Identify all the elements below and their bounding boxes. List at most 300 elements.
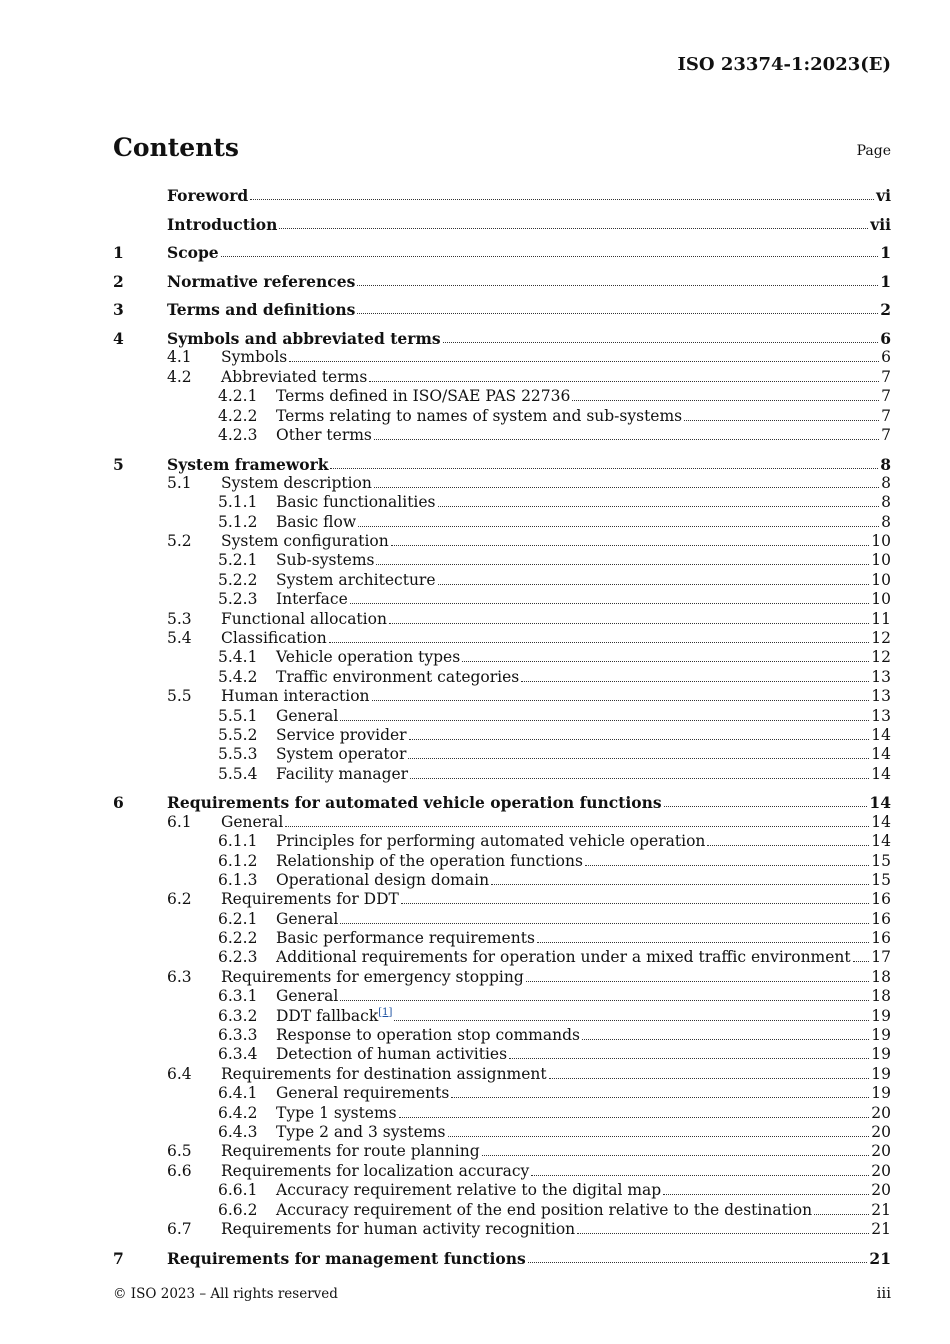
dot-leader <box>289 360 879 362</box>
toc-entry-page: 16 <box>871 929 891 948</box>
toc-entry-page: 13 <box>871 667 891 686</box>
toc-entry-title[interactable] <box>276 407 682 426</box>
toc-entry-title-text: General <box>276 909 339 928</box>
toc-entry-title-text: Other terms <box>276 425 372 444</box>
toc-entry-title[interactable] <box>221 1065 547 1084</box>
toc-entry[interactable] <box>113 234 891 263</box>
toc-entry-page: 6 <box>881 348 891 367</box>
toc-entry[interactable] <box>113 851 891 870</box>
toc-entry-title-text: Requirements for destination assignment <box>221 1064 547 1083</box>
dot-leader <box>572 399 879 401</box>
toc-entry-title-text: Functional allocation <box>221 609 387 628</box>
toc-entry[interactable] <box>113 590 891 609</box>
toc-entry-title[interactable] <box>276 910 338 929</box>
toc-entry[interactable] <box>113 406 891 425</box>
toc-entry-title-text: Response to operation stop commands <box>276 1026 580 1045</box>
toc-entry-page: 7 <box>881 406 891 425</box>
toc-entry-page: 18 <box>871 967 891 986</box>
toc-entry-number: 5.1.2 <box>218 512 258 531</box>
document-id: ISO 23374-1:2023(E) <box>677 54 891 75</box>
toc-entry-title-text: Classification <box>221 629 327 648</box>
dot-leader <box>491 883 869 885</box>
dot-leader <box>391 544 870 546</box>
toc-entry-title-text: System description <box>221 473 372 492</box>
toc-entry-page: vi <box>876 186 891 205</box>
toc-entry-title[interactable] <box>276 1123 446 1142</box>
toc-entry-title[interactable] <box>276 590 348 609</box>
toc-entry[interactable] <box>113 1064 891 1083</box>
toc-entry-page: 10 <box>871 532 891 551</box>
toc-entry-title[interactable] <box>276 1026 580 1045</box>
dot-leader <box>374 438 879 440</box>
toc-entry[interactable] <box>113 1006 891 1025</box>
toc-entry-number: 6.1.3 <box>218 870 258 889</box>
toc-entry-title[interactable] <box>276 852 583 871</box>
dot-leader <box>250 198 874 200</box>
toc-entry-title[interactable] <box>276 832 705 851</box>
toc-entry-title-text: Facility manager <box>276 764 409 783</box>
toc-entry-title[interactable] <box>167 329 441 348</box>
toc-entry-title[interactable] <box>276 1201 812 1220</box>
toc-entry[interactable] <box>113 367 891 386</box>
toc-entry-page: 19 <box>871 1084 891 1103</box>
toc-entry-title[interactable] <box>167 186 248 205</box>
toc-entry-number: 5.4 <box>167 629 192 648</box>
dot-leader <box>577 1232 869 1234</box>
dot-leader <box>443 341 879 343</box>
toc-entry-title-text: Introduction <box>167 214 278 234</box>
toc-entry-title-text: Type 1 systems <box>276 1103 397 1122</box>
toc-entry-title-text: Abbreviated terms <box>221 367 368 386</box>
dot-leader <box>358 525 879 527</box>
toc-entry[interactable] <box>113 185 891 205</box>
toc-entry[interactable] <box>113 1026 891 1045</box>
toc-entry-title[interactable] <box>221 1142 480 1161</box>
dot-leader <box>462 660 869 662</box>
dot-leader <box>399 1116 870 1118</box>
dot-leader <box>285 825 869 827</box>
dot-leader <box>684 419 879 421</box>
toc-entry[interactable] <box>113 784 891 813</box>
toc-entry-page: 7 <box>881 367 891 386</box>
toc-entry-page: 14 <box>869 793 891 813</box>
toc-entry-title-text: General requirements <box>276 1084 450 1103</box>
toc-entry-title-text: System architecture <box>276 570 436 589</box>
toc-entry-number: 5.5.2 <box>218 725 258 744</box>
toc-entry-number: 5.2.2 <box>218 570 258 589</box>
toc-entry-title-text: Additional requirements for operation under a mixed traffic environment <box>276 948 851 967</box>
toc-entry-title[interactable] <box>276 929 535 948</box>
toc-entry-page: 19 <box>871 1064 891 1083</box>
toc-entry[interactable] <box>113 726 891 745</box>
toc-entry[interactable] <box>113 474 891 493</box>
toc-entry[interactable] <box>113 1161 891 1180</box>
toc-entry-title[interactable] <box>221 813 283 832</box>
toc-entry-page: 20 <box>871 1123 891 1141</box>
toc-entry-title[interactable] <box>221 629 327 648</box>
toc-entry-title-text: Basic flow <box>276 512 357 531</box>
dot-leader <box>853 960 870 962</box>
toc-entry-number: 5.5.1 <box>218 706 258 725</box>
dot-leader <box>451 1096 869 1098</box>
toc-entry[interactable] <box>113 667 891 686</box>
toc-entry-number: 6.4.3 <box>218 1123 258 1141</box>
dot-leader <box>330 467 878 469</box>
toc-entry[interactable] <box>113 832 891 851</box>
toc-entry[interactable] <box>113 706 891 725</box>
toc-entry-title[interactable] <box>221 1162 529 1181</box>
toc-entry-title[interactable] <box>221 1220 575 1239</box>
dot-leader <box>340 719 869 721</box>
toc-entry-title-text: Symbols <box>221 348 288 367</box>
toc-entry[interactable] <box>113 764 891 783</box>
toc-entry-number: 5 <box>113 454 124 474</box>
toc-entry-page: 16 <box>871 909 891 928</box>
toc-entry-number: 3 <box>113 300 124 320</box>
toc-entry-title-text: Accuracy requirement of the end position relative to the destination <box>276 1200 813 1219</box>
toc-entry-number: 4 <box>113 328 124 348</box>
toc-entry-title-text: System operator <box>276 745 407 764</box>
dot-leader <box>438 505 880 507</box>
toc-entry-title-text: Terms relating to names of system and sub-systems <box>276 406 683 425</box>
dot-leader <box>340 999 869 1001</box>
toc-entry-number: 4.2.2 <box>218 406 258 425</box>
toc-entry-title-text: Requirements for DDT <box>221 890 399 909</box>
toc-entry-page: 20 <box>871 1181 891 1200</box>
toc-entry-number: 6.6 <box>167 1161 192 1180</box>
toc-entry-page: vii <box>870 214 891 234</box>
toc-entry-title-text: Relationship of the operation functions <box>276 851 583 870</box>
toc-entry[interactable] <box>113 745 891 764</box>
toc-entry-page: 21 <box>871 1200 891 1219</box>
toc-entry-title-text: Vehicle operation types <box>276 648 461 667</box>
toc-entry[interactable] <box>113 1142 891 1161</box>
dot-leader <box>663 1193 869 1195</box>
toc-entry-title-text: Requirements for management functions <box>167 1248 526 1268</box>
toc-entry-number: 5.1.1 <box>218 493 258 512</box>
toc-entry-number: 5.4.2 <box>218 667 258 686</box>
toc-entry[interactable] <box>113 532 891 551</box>
toc-entry-title-text: Human interaction <box>221 687 370 706</box>
dot-leader <box>221 255 879 257</box>
toc-entry-number: 5.2 <box>167 532 192 551</box>
toc-entry-title[interactable] <box>276 745 406 764</box>
dot-leader <box>401 902 869 904</box>
toc-entry-title-text: General <box>276 987 339 1006</box>
dot-leader <box>531 1174 869 1176</box>
toc-entry-title[interactable] <box>221 474 372 493</box>
toc-entry-page: 7 <box>881 425 891 444</box>
toc-entry-title-text: Type 2 and 3 systems <box>276 1123 446 1141</box>
toc-entry-page: 15 <box>871 851 891 870</box>
dot-leader <box>372 699 870 701</box>
toc-entry-page: 10 <box>871 570 891 589</box>
toc-entry-title-text: Normative references <box>167 271 356 291</box>
toc-entry-page: 10 <box>871 590 891 609</box>
toc-entry-title[interactable] <box>276 726 407 745</box>
toc-entry-title-text: Requirements for localization accuracy <box>221 1161 530 1180</box>
dot-leader <box>350 602 870 604</box>
toc-entry-title-text: Basic functionalities <box>276 493 436 512</box>
dot-leader <box>357 312 878 314</box>
toc-entry-page: 8 <box>880 454 891 474</box>
toc-entry-title-text: Requirements for emergency stopping <box>221 967 524 986</box>
toc-entry-number: 6.2.3 <box>218 948 258 967</box>
toc-entry-number: 5.2.1 <box>218 551 258 570</box>
toc-entry-page: 19 <box>871 1026 891 1045</box>
toc-entry-page: 12 <box>871 629 891 648</box>
toc-entry-title[interactable] <box>167 243 219 262</box>
toc-entry-title[interactable] <box>221 532 389 551</box>
toc-entry-title[interactable] <box>276 551 374 570</box>
toc-entry[interactable] <box>113 291 891 320</box>
toc-entry-title[interactable] <box>167 300 355 319</box>
toc-entry-title[interactable] <box>167 215 277 234</box>
dot-leader <box>482 1154 870 1156</box>
toc-entry[interactable] <box>113 629 891 648</box>
toc-entry-title[interactable] <box>221 968 524 987</box>
toc-entry[interactable] <box>113 1181 891 1200</box>
toc-entry-page: 21 <box>871 1219 891 1238</box>
toc-entry-page: 7 <box>881 387 891 406</box>
toc-entry-page: 14 <box>871 745 891 764</box>
toc-entry[interactable] <box>113 348 891 367</box>
toc-entry[interactable] <box>113 812 891 831</box>
toc-entry-page: 18 <box>871 987 891 1006</box>
toc-entry-page: 21 <box>869 1248 891 1268</box>
dot-leader <box>438 583 870 585</box>
toc-entry-page: 20 <box>871 1142 891 1161</box>
dot-leader <box>585 864 869 866</box>
toc-entry-title[interactable] <box>221 687 370 706</box>
toc-entry-title[interactable] <box>167 1249 526 1268</box>
toc-entry[interactable] <box>113 1220 891 1239</box>
toc-entry-title[interactable] <box>276 668 519 687</box>
toc-entry[interactable] <box>113 262 891 291</box>
toc-entry-title-text: Terms defined in ISO/SAE PAS 22736 <box>276 387 571 406</box>
toc-entry-page: 20 <box>871 1161 891 1180</box>
toc-entry-title[interactable] <box>276 493 436 512</box>
toc-entry-number: 6.2 <box>167 890 192 909</box>
toc-entry-title[interactable] <box>276 707 338 726</box>
toc-entry-title-text: Operational design domain <box>276 870 490 889</box>
toc-entry-number: 5.1 <box>167 473 192 492</box>
dot-leader <box>376 563 869 565</box>
toc-entry-title-text: Requirements for human activity recognition <box>221 1219 576 1238</box>
toc-entry-title[interactable] <box>276 1084 449 1103</box>
dot-leader <box>509 1057 869 1059</box>
toc-entry-number: 5.3 <box>167 609 192 628</box>
toc-entry-title[interactable] <box>221 890 399 909</box>
dot-leader <box>448 1135 870 1137</box>
toc-entry[interactable] <box>113 948 891 967</box>
toc-entry-title-text: Service provider <box>276 725 407 744</box>
toc-entry[interactable] <box>113 648 891 667</box>
toc-entry[interactable] <box>113 1200 891 1219</box>
dot-leader <box>664 805 868 807</box>
bibliography-reference-link[interactable]: [1] <box>378 1006 393 1018</box>
page-column-label: Page <box>856 143 891 159</box>
toc-entry-number: 5.5.4 <box>218 764 258 783</box>
dot-leader <box>374 486 879 488</box>
toc-entry-page: 1 <box>880 271 891 291</box>
toc-entry-number: 5.5.3 <box>218 745 258 764</box>
toc-entry-page: 14 <box>871 832 891 851</box>
toc-entry-number: 6.7 <box>167 1219 192 1238</box>
toc-entry-title-text: Traffic environment categories <box>276 667 520 686</box>
toc-entry-page: 16 <box>871 890 891 909</box>
toc-entry-number: 6.6.1 <box>218 1181 258 1200</box>
toc-entry[interactable] <box>113 987 891 1006</box>
toc-entry-page: 8 <box>881 473 891 492</box>
toc-entry[interactable] <box>113 205 891 234</box>
toc-entry-page: 8 <box>881 512 891 531</box>
toc-entry[interactable] <box>113 609 891 628</box>
toc-entry[interactable] <box>113 1239 891 1268</box>
toc-entry-title-text: Requirements for automated vehicle operation functions <box>167 793 662 813</box>
toc-entry-number: 6.4.1 <box>218 1084 258 1103</box>
toc-entry[interactable] <box>113 967 891 986</box>
toc-entry-number: 6.3 <box>167 967 192 986</box>
toc-entry-title[interactable] <box>276 648 460 667</box>
toc-entry[interactable] <box>113 871 891 890</box>
toc-entry-number: 4.1 <box>167 348 192 367</box>
dot-leader <box>582 1038 869 1040</box>
toc-entry[interactable] <box>113 319 891 348</box>
toc-entry-page: 17 <box>871 948 891 967</box>
copyright-notice: © ISO 2023 – All rights reserved <box>113 1286 338 1302</box>
toc-entry-title[interactable] <box>167 793 662 812</box>
toc-entry[interactable] <box>113 445 891 474</box>
toc-entry-title-text: Basic performance requirements <box>276 929 535 948</box>
toc-entry-number: 7 <box>113 1248 124 1268</box>
toc-entry-title-text: Detection of human activities <box>276 1045 508 1064</box>
dot-leader <box>707 844 869 846</box>
toc-entry-page: 19 <box>871 1006 891 1025</box>
toc-entry-title[interactable] <box>167 455 328 474</box>
toc-entry-number: 5.4.1 <box>218 648 258 667</box>
toc-entry-title[interactable] <box>276 1181 661 1200</box>
toc-entry[interactable] <box>113 551 891 570</box>
toc-entry[interactable] <box>113 909 891 928</box>
toc-entry[interactable] <box>113 687 891 706</box>
toc-entry-title[interactable] <box>276 387 570 406</box>
toc-entry-title[interactable] <box>221 348 287 367</box>
toc-entry-number: 5.5 <box>167 687 192 706</box>
page-title: Contents <box>113 133 240 162</box>
dot-leader <box>537 941 869 943</box>
toc-entry-title[interactable] <box>276 426 372 445</box>
toc-entry-title[interactable] <box>276 948 851 967</box>
toc-entry-title-text: Foreword <box>167 186 249 205</box>
toc-entry-title-text: General <box>276 706 339 725</box>
toc-entry-page: 1 <box>880 243 891 263</box>
toc-entry-number: 6.1.1 <box>218 832 258 851</box>
toc-entry-title[interactable] <box>221 610 387 629</box>
toc-entry-title-text: Sub-systems <box>276 551 375 570</box>
toc-entry-title-text: System configuration <box>221 532 389 551</box>
toc-entry-title-text: Terms and definitions <box>167 300 356 320</box>
toc-entry-page: 6 <box>880 328 891 348</box>
toc-entry-page: 20 <box>871 1103 891 1122</box>
toc-entry-number: 2 <box>113 271 124 291</box>
dot-leader <box>279 227 868 229</box>
toc-entry[interactable] <box>113 1123 891 1142</box>
toc-entry-page: 10 <box>871 551 891 570</box>
toc-entry-title-text: General <box>221 812 284 831</box>
toc-entry[interactable] <box>113 387 891 406</box>
dot-leader <box>526 980 869 982</box>
dot-leader <box>389 622 869 624</box>
toc-entry[interactable] <box>113 929 891 948</box>
toc-entry-page: 11 <box>871 609 891 628</box>
toc-entry-number: 1 <box>113 243 124 263</box>
toc-entry-number: 6.4.2 <box>218 1103 258 1122</box>
dot-leader <box>329 641 870 643</box>
toc-entry-number: 4.2.1 <box>218 387 258 406</box>
toc-entry-number: 6.1.2 <box>218 851 258 870</box>
toc-entry-title-text: Requirements for route planning <box>221 1142 480 1161</box>
toc-entry-title-text: Accuracy requirement relative to the digital map <box>276 1181 662 1200</box>
toc-entry-title[interactable] <box>167 272 355 291</box>
dot-leader <box>340 922 869 924</box>
dot-leader <box>408 757 869 759</box>
toc-entry-title[interactable] <box>276 1003 392 1026</box>
toc-entry[interactable] <box>113 1045 891 1064</box>
toc-entry[interactable] <box>113 426 891 445</box>
toc-entry-title-text: System framework <box>167 454 329 474</box>
toc-entry-title-text: Symbols and abbreviated terms <box>167 328 441 348</box>
toc-entry-number: 6.4 <box>167 1064 192 1083</box>
table-of-contents <box>113 185 891 1268</box>
toc-entry-number: 6.3.1 <box>218 987 258 1006</box>
toc-entry-page: 19 <box>871 1045 891 1064</box>
toc-entry-title-text: Interface <box>276 590 348 609</box>
toc-entry-number: 6 <box>113 793 124 813</box>
toc-entry-number: 6.2.2 <box>218 929 258 948</box>
toc-entry-number: 6.3.3 <box>218 1026 258 1045</box>
toc-entry-title[interactable] <box>276 765 408 784</box>
dot-leader <box>528 1261 868 1263</box>
toc-entry-number: 4.2 <box>167 367 192 386</box>
toc-entry-page: 13 <box>871 706 891 725</box>
toc-entry-page: 15 <box>871 870 891 889</box>
toc-entry-page: 14 <box>871 764 891 783</box>
toc-entry-page: 8 <box>881 493 891 512</box>
dot-leader <box>410 777 869 779</box>
toc-entry-title[interactable] <box>276 571 436 590</box>
dot-leader <box>357 284 878 286</box>
toc-entry-title[interactable] <box>276 1104 397 1123</box>
toc-entry[interactable] <box>113 512 891 531</box>
dot-leader <box>521 680 869 682</box>
toc-entry-page: 13 <box>871 687 891 706</box>
toc-entry[interactable] <box>113 493 891 512</box>
toc-entry[interactable] <box>113 890 891 909</box>
dot-leader <box>394 1019 869 1021</box>
toc-entry-title-text: DDT fallback <box>276 1006 379 1025</box>
dot-leader <box>369 380 879 382</box>
toc-entry-page: 14 <box>871 812 891 831</box>
toc-entry[interactable] <box>113 1103 891 1122</box>
toc-entry[interactable] <box>113 1084 891 1103</box>
toc-entry-title[interactable] <box>276 1045 507 1064</box>
toc-entry-title[interactable] <box>276 871 489 890</box>
dot-leader <box>814 1213 869 1215</box>
toc-entry[interactable] <box>113 570 891 589</box>
toc-entry-title[interactable] <box>221 368 367 387</box>
toc-entry-title[interactable] <box>276 513 356 532</box>
